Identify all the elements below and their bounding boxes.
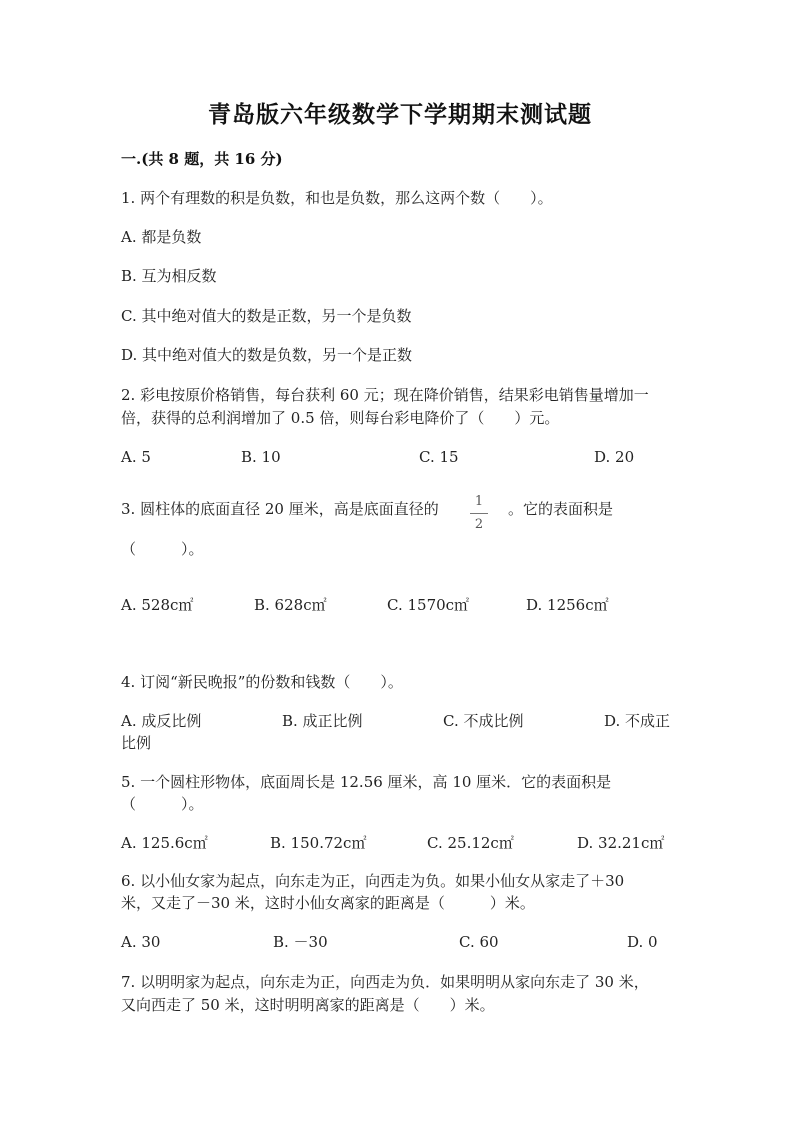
question-3-stem-start: 3. 圆柱体的底面直径 20 厘米，高是底面直径的 xyxy=(121,500,439,518)
question-3-stem-end: 。它的表面积是 xyxy=(508,500,614,518)
question-4-stem: 4. 订阅“新民晚报”的份数和钱数（ ）。 xyxy=(121,673,403,691)
question-4-option-d-wrap: 比例 xyxy=(121,734,152,752)
question-3-option-c: C. 1570c㎡ xyxy=(387,596,470,614)
fraction-bar xyxy=(470,513,488,514)
question-4-option-c: C. 不成比例 xyxy=(443,712,524,730)
fraction-numerator: 1 xyxy=(474,494,484,509)
section-heading: 一.(共 8 题，共 16 分) xyxy=(121,150,283,168)
question-5-option-a: A. 125.6c㎡ xyxy=(121,834,208,852)
page-title: 青岛版六年级数学下学期期末测试题 xyxy=(208,101,592,128)
question-6-stem-line-1: 6. 以小仙女家为起点，向东走为正，向西走为负。如果小仙女从家走了＋30 xyxy=(121,872,625,890)
question-5-stem-line-1: 5. 一个圆柱形物体，底面周长是 12.56 厘米，高 10 厘米．它的表面积是 xyxy=(121,773,612,791)
question-2-option-d: D. 20 xyxy=(594,448,635,466)
question-6-option-b: B. －30 xyxy=(273,933,328,951)
question-5-stem-line-2: （ ）。 xyxy=(121,795,204,813)
question-3-option-b: B. 628c㎡ xyxy=(254,596,327,614)
question-3-fraction xyxy=(470,495,488,532)
question-4-option-b: B. 成正比例 xyxy=(282,712,363,730)
question-5-option-b: B. 150.72c㎡ xyxy=(270,834,367,852)
question-7-stem-line-1: 7. 以明明家为起点，向东走为正，向西走为负．如果明明从家向东走了 30 米， xyxy=(121,973,649,991)
question-1-stem: 1. 两个有理数的积是负数，和也是负数，那么这两个数（ ）。 xyxy=(121,189,553,207)
question-6-stem-line-2: 米，又走了－30 米，这时小仙女离家的距离是（ ）米。 xyxy=(121,894,535,912)
question-7-stem-line-2: 又向西走了 50 米，这时明明离家的距离是（ ）米。 xyxy=(121,996,495,1014)
question-1-option-a: A. 都是负数 xyxy=(121,228,202,246)
question-6-option-a: A. 30 xyxy=(121,933,161,951)
question-5-option-d: D. 32.21c㎡ xyxy=(577,834,665,852)
question-6-option-d: D. 0 xyxy=(627,933,658,951)
fraction-denominator: 2 xyxy=(474,517,484,532)
question-1-option-d: D. 其中绝对值大的数是负数，另一个是正数 xyxy=(121,346,413,364)
question-2-stem-line-2: 倍，获得的总利润增加了 0.5 倍，则每台彩电降价了（ ）元。 xyxy=(121,409,560,427)
question-5-option-c: C. 25.12c㎡ xyxy=(427,834,514,852)
question-3-option-d: D. 1256c㎡ xyxy=(526,596,609,614)
question-1-option-c: C. 其中绝对值大的数是正数，另一个是负数 xyxy=(121,307,412,325)
question-2-option-a: A. 5 xyxy=(121,448,151,466)
question-6-option-c: C. 60 xyxy=(459,933,499,951)
question-4-option-d: D. 不成正 xyxy=(604,712,671,730)
question-3-option-a: A. 528c㎡ xyxy=(121,596,194,614)
question-2-stem-line-1: 2. 彩电按原价格销售，每台获利 60 元；现在降价销售，结果彩电销售量增加一 xyxy=(121,386,649,404)
question-2-option-b: B. 10 xyxy=(241,448,281,466)
question-4-option-a: A. 成反比例 xyxy=(121,712,202,730)
question-3-stem-line-2: （ ）。 xyxy=(121,540,204,558)
question-2-option-c: C. 15 xyxy=(419,448,459,466)
question-1-option-b: B. 互为相反数 xyxy=(121,267,217,285)
